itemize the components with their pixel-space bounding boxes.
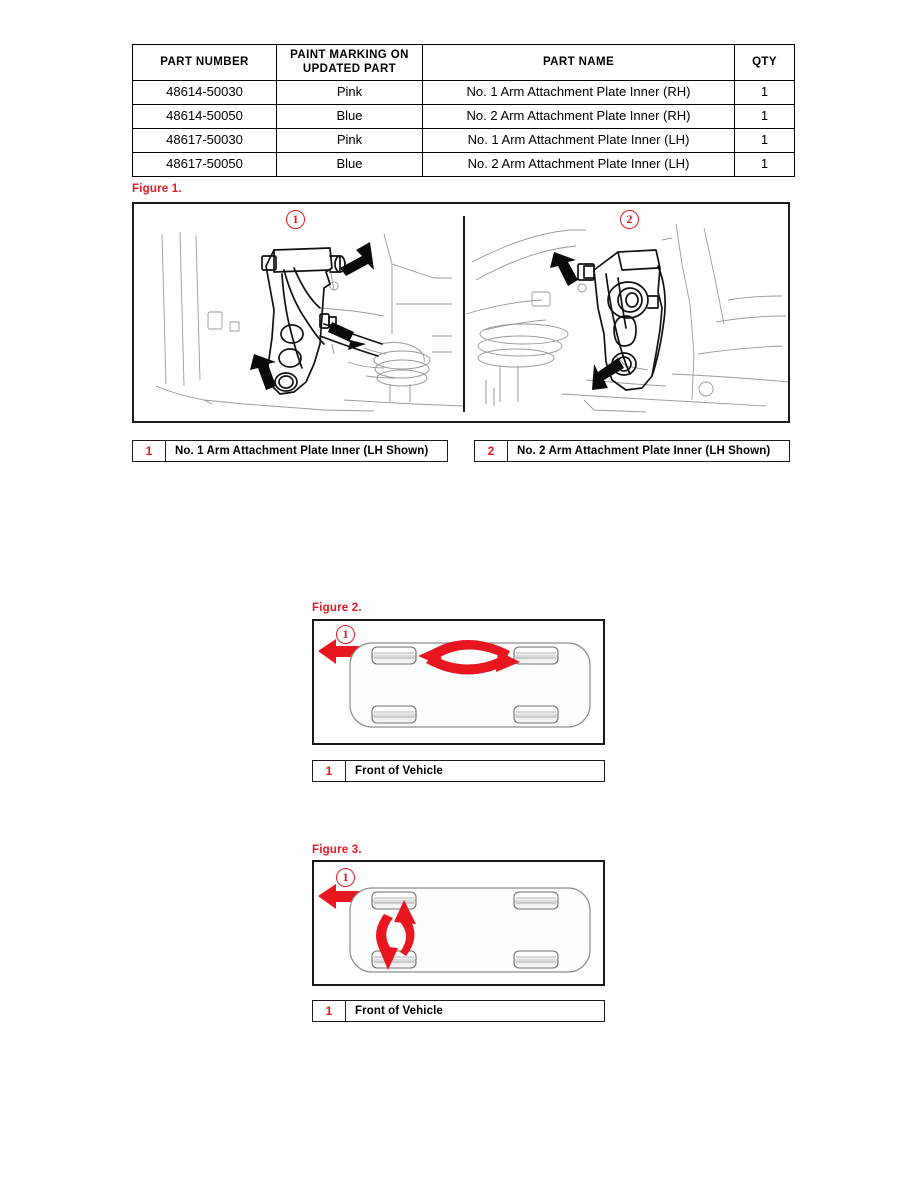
figure1-callout-2: 2 (620, 210, 639, 229)
figure1-box (132, 202, 790, 423)
figure1-legend-label-1: No. 1 Arm Attachment Plate Inner (LH Shown) (175, 445, 429, 457)
table-row (133, 129, 795, 153)
figure2-legend-number-1: 1 (313, 761, 346, 781)
figure2-vehicle-diagram (314, 621, 603, 743)
cell-part-number: 48617-50050 (133, 153, 277, 177)
cell-part-name: No. 1 Arm Attachment Plate Inner (RH) (423, 81, 735, 105)
cell-paint-marking: Blue (277, 105, 423, 129)
cell-paint-marking: Pink (277, 81, 423, 105)
figure3-legend-label-1: Front of Vehicle (355, 1005, 443, 1017)
figure1-caption: Figure 1. (132, 183, 182, 195)
cell-qty: 1 (735, 153, 795, 177)
column-header-qty: QTY (735, 45, 795, 81)
cell-qty: 1 (735, 129, 795, 153)
figure3-legend-number-1: 1 (313, 1001, 346, 1021)
column-header-paint-marking-line2: UPDATED PART (302, 62, 397, 75)
column-header-paint-marking (277, 45, 423, 81)
figure2-legend-label-1: Front of Vehicle (355, 765, 443, 777)
cell-qty: 1 (735, 81, 795, 105)
figure1-legend-label-2: No. 2 Arm Attachment Plate Inner (LH Shown) (517, 445, 771, 457)
cell-part-number: 48614-50050 (133, 105, 277, 129)
figure1-legend-number-2: 2 (475, 441, 508, 461)
column-header-part-number: PART NUMBER (133, 45, 277, 81)
figure1-legend-number-1: 1 (133, 441, 166, 461)
cell-part-name: No. 2 Arm Attachment Plate Inner (LH) (423, 153, 735, 177)
cell-part-name: No. 2 Arm Attachment Plate Inner (RH) (423, 105, 735, 129)
cell-part-name: No. 1 Arm Attachment Plate Inner (LH) (423, 129, 735, 153)
table-row (133, 81, 795, 105)
table-header-row (133, 45, 795, 81)
parts-table (132, 44, 795, 177)
cell-qty: 1 (735, 105, 795, 129)
cell-part-number: 48617-50030 (133, 129, 277, 153)
cell-paint-marking: Pink (277, 129, 423, 153)
figure3-callout-1: 1 (336, 868, 355, 887)
figure1-legend-item-1 (132, 440, 448, 462)
figure2-box (312, 619, 605, 745)
figure1-panel2-illustration (466, 204, 788, 422)
table-row (133, 105, 795, 129)
figure3-legend-item-1 (312, 1000, 605, 1022)
figure2-caption: Figure 2. (312, 602, 362, 614)
cell-part-number: 48614-50030 (133, 81, 277, 105)
table-row (133, 153, 795, 177)
parts-table-container (132, 44, 790, 177)
column-header-paint-marking-line1: PAINT MARKING ON (290, 49, 409, 62)
figure2-callout-1: 1 (336, 625, 355, 644)
figure2-legend-item-1 (312, 760, 605, 782)
figure3-box (312, 860, 605, 986)
cell-paint-marking: Blue (277, 153, 423, 177)
column-header-part-name: PART NAME (423, 45, 735, 81)
figure3-caption: Figure 3. (312, 844, 362, 856)
figure1-panel1-illustration (134, 204, 463, 422)
figure1-callout-1: 1 (286, 210, 305, 229)
figure1-legend-item-2 (474, 440, 790, 462)
figure3-vehicle-diagram (314, 862, 603, 984)
